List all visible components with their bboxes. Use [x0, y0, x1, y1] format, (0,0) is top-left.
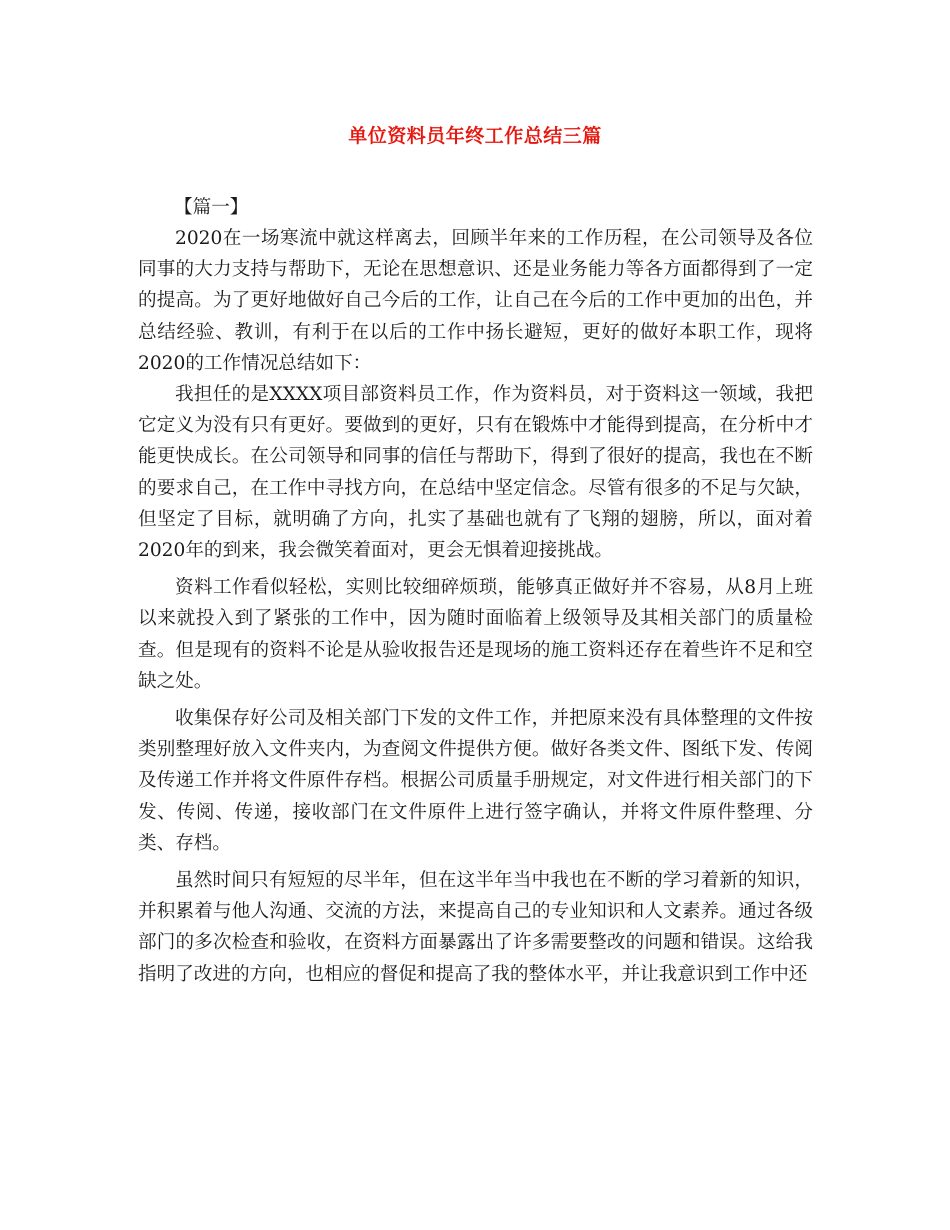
paragraph-3: 资料工作看似轻松，实则比较细碎烦琐，能够真正做好并不容易，从8月上班以来就投入到了紧张的工作中，因为随时面临着上级领导及其相关部门的质量检查。但是现有的资料不论是从验收报告还是现场的施工资料还存在着些许不足和空缺之处。 [138, 577, 813, 692]
paragraph-4: 收集保存好公司及相关部门下发的文件工作，并把原来没有具体整理的文件按类别整理好放入文件夹内，为查阅文件提供方便。做好各类文件、图纸下发、传阅及传递工作并将文件原件存档。根据公司质量手册规定，对文件进行相关部门的下发、传阅、传递，接收部门在文件原件上进行签字确认，并将文件原件整理、分类、存档。 [138, 708, 813, 854]
paragraph-5: 虽然时间只有短短的尽半年，但在这半年当中我也在不断的学习着新的知识，并积累着与他人沟通、交流的方法，来提高自己的专业知识和人文素养。通过各级部门的多次检查和验收，在资料方面暴露出了许多需要整改的问题和错误。这给我指明了改进的方向，也相应的督促和提高了我的整体水平，并让我意识到工作中还 [138, 870, 813, 985]
section-label: 【篇一】 [174, 197, 249, 218]
document-body [138, 192, 813, 990]
document-title: 单位资料员年终工作总结三篇 [348, 125, 602, 147]
paragraph-2: 我担任的是XXXX项目部资料员工作，作为资料员，对于资料这一领域，我把它定义为没有只有更好。要做到的更好，只有在锻炼中才能得到提高，在分析中才能更快成长。在公司领导和同事的信任与帮助下，得到了很好的提高，我也在不断的要求自己，在工作中寻找方向，在总结中坚定信念。尽管有很多的不足与欠缺，但坚定了目标，就明确了方向，扎实了基础也就有了飞翔的翅膀，所以，面对着2020年的到来，我会微笑着面对，更会无惧着迎接挑战。 [138, 384, 813, 562]
paragraph-1: 2020在一场寒流中就这样离去，回顾半年来的工作历程，在公司领导及各位同事的大力支持与帮助下，无论在思想意识、还是业务能力等各方面都得到了一定的提高。为了更好地做好自己今后的工作，让自己在今后的工作中更加的出色，并总结经验、教训，有利于在以后的工作中扬长避短，更好的做好本职工作，现将2020的工作情况总结如下： [138, 228, 813, 374]
